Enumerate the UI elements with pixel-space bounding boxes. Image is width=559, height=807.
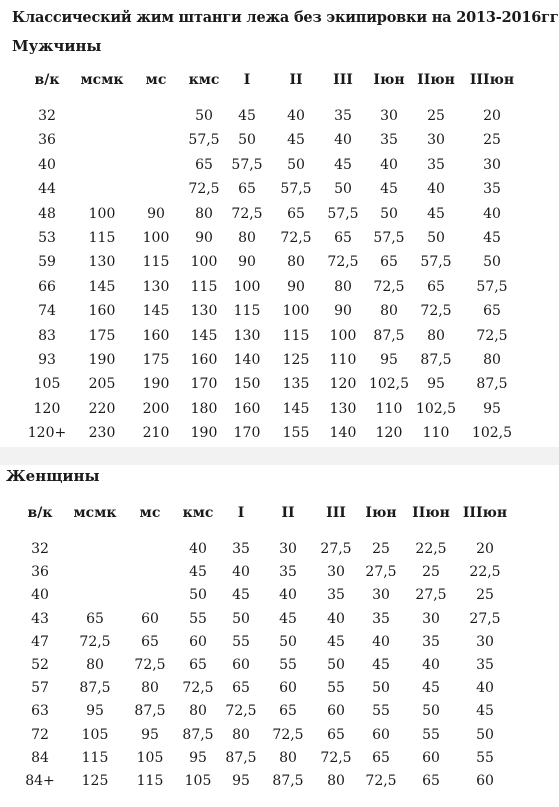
table-cell: 40: [427, 181, 445, 198]
table-row: [0, 204, 559, 224]
table-cell: 57,5: [373, 230, 405, 246]
table-cell: 57,5: [280, 181, 312, 198]
table-cell: 35: [380, 132, 398, 149]
table-cell: 95: [232, 773, 250, 789]
table-cell: 40: [287, 108, 305, 124]
column-header: мс: [139, 505, 161, 521]
table-cell: 45: [287, 132, 305, 149]
table-cell: 130: [329, 400, 357, 417]
weight-class-cell: 32: [38, 108, 56, 124]
table-cell: 87,5: [476, 376, 508, 393]
table-cell: 175: [88, 327, 116, 344]
table-cell: 35: [483, 181, 501, 198]
table-cell: 87,5: [79, 680, 111, 697]
table-cell: 55: [279, 657, 297, 673]
table-cell: 65: [86, 610, 104, 627]
column-header: Iюн: [365, 505, 397, 521]
table-cell: 20: [483, 108, 501, 124]
table-cell: 55: [232, 633, 250, 650]
table-cell: 120: [375, 425, 403, 442]
table-cell: 210: [142, 425, 170, 442]
table-cell: 90: [287, 278, 305, 295]
table-cell: 50: [189, 587, 207, 604]
table-cell: 80: [483, 352, 501, 368]
weight-class-cell: 52: [31, 657, 49, 673]
table-cell: 40: [483, 205, 501, 222]
table-cell: 40: [189, 541, 207, 557]
table-cell: 100: [282, 303, 310, 320]
table-cell: 50: [422, 703, 440, 720]
table-cell: 95: [189, 749, 207, 766]
table-cell: 45: [279, 610, 297, 627]
table-cell: 55: [476, 749, 494, 766]
table-row: [0, 106, 559, 126]
column-header: IIIюн: [462, 505, 508, 521]
table-cell: 60: [372, 726, 390, 743]
table-cell: 72,5: [272, 726, 304, 743]
table-cell: 72,5: [79, 633, 111, 650]
table-cell: 87,5: [373, 327, 405, 344]
table-cell: 115: [190, 278, 218, 295]
table-cell: 25: [476, 587, 494, 604]
table-cell: 50: [238, 132, 256, 149]
table-cell: 135: [282, 376, 310, 393]
table-cell: 45: [189, 564, 207, 581]
table-cell: 35: [476, 657, 494, 673]
table-cell: 35: [422, 633, 440, 650]
table-cell: 55: [422, 726, 440, 743]
table-cell: 25: [372, 541, 390, 557]
table-cell: 35: [327, 587, 345, 604]
table-row: [0, 562, 559, 582]
column-header: IIIюн: [469, 72, 515, 88]
table-row: [0, 350, 559, 370]
weight-class-cell: 72: [31, 726, 49, 743]
table-cell: 45: [334, 156, 352, 173]
table-cell: 30: [279, 541, 297, 557]
table-cell: 115: [142, 254, 170, 271]
table-cell: 105: [81, 726, 109, 743]
weight-class-cell: 57: [31, 680, 49, 697]
table-cell: 80: [327, 773, 345, 789]
weight-class-cell: 36: [38, 132, 56, 149]
table-cell: 35: [232, 541, 250, 557]
table-cell: 55: [372, 703, 390, 720]
table-cell: 22,5: [415, 541, 447, 557]
table-cell: 45: [422, 680, 440, 697]
table-cell: 40: [279, 587, 297, 604]
table-cell: 130: [142, 278, 170, 295]
table-cell: 80: [380, 303, 398, 320]
table-cell: 50: [287, 156, 305, 173]
table-cell: 115: [88, 230, 116, 246]
table-cell: 40: [327, 610, 345, 627]
table-cell: 90: [147, 205, 165, 222]
table-cell: 65: [279, 703, 297, 720]
table-cell: 115: [81, 749, 109, 766]
table-cell: 72,5: [182, 680, 214, 697]
table-row: [0, 155, 559, 175]
table-cell: 40: [334, 132, 352, 149]
table-cell: 120: [329, 376, 357, 393]
table-row: [0, 539, 559, 559]
table-cell: 80: [232, 726, 250, 743]
table-row: [0, 228, 559, 248]
table-cell: 110: [329, 352, 357, 368]
table-cell: 30: [427, 132, 445, 149]
table-cell: 145: [282, 400, 310, 417]
table-cell: 60: [279, 680, 297, 697]
table-cell: 160: [190, 352, 218, 368]
column-header: кмс: [182, 505, 214, 521]
table-cell: 90: [334, 303, 352, 320]
table-cell: 105: [184, 773, 212, 789]
table-cell: 60: [141, 610, 159, 627]
table-cell: 50: [372, 680, 390, 697]
table-row: [0, 252, 559, 272]
column-header: I: [237, 505, 245, 521]
table-row: [0, 585, 559, 605]
table-cell: 72,5: [476, 327, 508, 344]
weight-class-cell: 59: [38, 254, 56, 271]
table-cell: 45: [427, 205, 445, 222]
weight-class-cell: 74: [38, 303, 56, 320]
table-cell: 50: [195, 108, 213, 124]
table-cell: 72,5: [280, 230, 312, 246]
table-cell: 27,5: [320, 541, 352, 557]
column-header: IIюн: [417, 72, 455, 88]
table-row: [0, 399, 559, 419]
table-row: [0, 179, 559, 199]
table-cell: 95: [380, 352, 398, 368]
table-row: [0, 771, 559, 791]
table-cell: 100: [329, 327, 357, 344]
table-cell: 95: [141, 726, 159, 743]
weight-class-cell: 120: [33, 400, 61, 417]
weight-class-cell: 40: [31, 587, 49, 604]
table-cell: 65: [327, 726, 345, 743]
table-cell: 72,5: [188, 181, 220, 198]
table-cell: 125: [282, 352, 310, 368]
table-cell: 80: [189, 703, 207, 720]
section-divider: [0, 447, 559, 465]
table-cell: 30: [476, 633, 494, 650]
table-cell: 65: [380, 254, 398, 271]
table-cell: 45: [238, 108, 256, 124]
table-cell: 45: [232, 587, 250, 604]
table-cell: 230: [88, 425, 116, 442]
table-cell: 160: [88, 303, 116, 320]
weight-class-cell: 63: [31, 703, 49, 720]
men-header-row: [0, 70, 559, 90]
table-cell: 105: [136, 749, 164, 766]
table-cell: 90: [238, 254, 256, 271]
table-cell: 145: [190, 327, 218, 344]
women-section-label: Женщины: [6, 467, 100, 485]
table-row: [0, 301, 559, 321]
table-row: [0, 655, 559, 675]
table-cell: 50: [279, 633, 297, 650]
table-cell: 35: [279, 564, 297, 581]
weight-class-cell: 44: [38, 181, 56, 198]
table-cell: 65: [141, 633, 159, 650]
weight-class-cell: 66: [38, 278, 56, 295]
table-cell: 125: [81, 773, 109, 789]
table-cell: 65: [372, 749, 390, 766]
table-cell: 175: [142, 352, 170, 368]
table-cell: 25: [427, 108, 445, 124]
table-cell: 90: [195, 230, 213, 246]
table-row: [0, 277, 559, 297]
table-cell: 27,5: [415, 587, 447, 604]
table-cell: 72,5: [231, 205, 263, 222]
weight-class-cell: 36: [31, 564, 49, 581]
column-header: II: [281, 505, 295, 521]
table-cell: 80: [195, 205, 213, 222]
table-cell: 190: [190, 425, 218, 442]
table-cell: 155: [282, 425, 310, 442]
table-cell: 170: [233, 425, 261, 442]
table-cell: 40: [380, 156, 398, 173]
table-cell: 25: [422, 564, 440, 581]
table-cell: 40: [476, 680, 494, 697]
table-cell: 50: [232, 610, 250, 627]
table-row: [0, 701, 559, 721]
table-cell: 65: [483, 303, 501, 320]
table-cell: 65: [232, 680, 250, 697]
table-cell: 57,5: [327, 205, 359, 222]
table-cell: 110: [375, 400, 403, 417]
table-cell: 145: [142, 303, 170, 320]
table-cell: 102,5: [368, 376, 410, 393]
table-cell: 87,5: [272, 773, 304, 789]
column-header: III: [333, 72, 353, 88]
column-header: мсмк: [73, 505, 117, 521]
table-cell: 100: [88, 205, 116, 222]
table-row: [0, 632, 559, 652]
table-cell: 57,5: [188, 132, 220, 149]
table-cell: 115: [136, 773, 164, 789]
table-cell: 115: [282, 327, 310, 344]
table-cell: 30: [380, 108, 398, 124]
table-cell: 65: [189, 657, 207, 673]
table-row: [0, 326, 559, 346]
table-cell: 80: [86, 657, 104, 673]
table-cell: 35: [372, 610, 390, 627]
table-cell: 45: [327, 633, 345, 650]
table-cell: 30: [422, 610, 440, 627]
table-row: [0, 130, 559, 150]
table-cell: 55: [327, 680, 345, 697]
table-cell: 102,5: [415, 400, 457, 417]
weight-class-cell: 53: [38, 230, 56, 246]
table-cell: 65: [422, 773, 440, 789]
table-cell: 80: [287, 254, 305, 271]
weight-class-cell: 47: [31, 633, 49, 650]
table-cell: 45: [372, 657, 390, 673]
column-header: II: [289, 72, 303, 88]
table-cell: 80: [279, 749, 297, 766]
weight-class-cell: 84: [31, 749, 49, 766]
table-cell: 80: [334, 278, 352, 295]
table-cell: 140: [329, 425, 357, 442]
table-row: [0, 374, 559, 394]
table-cell: 190: [142, 376, 170, 393]
table-cell: 55: [189, 610, 207, 627]
table-cell: 65: [427, 278, 445, 295]
women-header-row: [0, 503, 559, 523]
table-cell: 30: [327, 564, 345, 581]
table-cell: 35: [334, 108, 352, 124]
table-cell: 25: [483, 132, 501, 149]
table-cell: 95: [483, 400, 501, 417]
table-cell: 57,5: [231, 156, 263, 173]
table-row: [0, 609, 559, 629]
table-cell: 50: [334, 181, 352, 198]
table-cell: 190: [88, 352, 116, 368]
table-cell: 102,5: [471, 425, 513, 442]
table-cell: 130: [190, 303, 218, 320]
column-header: I: [243, 72, 251, 88]
table-cell: 30: [483, 156, 501, 173]
table-cell: 160: [142, 327, 170, 344]
table-cell: 35: [427, 156, 445, 173]
column-header: Iюн: [373, 72, 405, 88]
column-header: кмс: [188, 72, 220, 88]
table-cell: 60: [476, 773, 494, 789]
table-cell: 87,5: [420, 352, 452, 368]
table-cell: 80: [141, 680, 159, 697]
table-cell: 115: [233, 303, 261, 320]
table-cell: 145: [88, 278, 116, 295]
table-cell: 40: [422, 657, 440, 673]
table-cell: 57,5: [476, 278, 508, 295]
weight-class-cell: 40: [38, 156, 56, 173]
table-cell: 150: [233, 376, 261, 393]
column-header: в/к: [34, 72, 60, 88]
table-cell: 130: [233, 327, 261, 344]
men-section-label: Мужчины: [12, 37, 102, 55]
weight-class-cell: 32: [31, 541, 49, 557]
table-cell: 27,5: [469, 610, 501, 627]
table-cell: 22,5: [469, 564, 501, 581]
column-header: IIюн: [412, 505, 450, 521]
table-cell: 60: [232, 657, 250, 673]
table-cell: 95: [427, 376, 445, 393]
weight-class-cell: 83: [38, 327, 56, 344]
column-header: III: [326, 505, 346, 521]
weight-class-cell: 93: [38, 352, 56, 368]
table-row: [0, 423, 559, 443]
table-cell: 72,5: [225, 703, 257, 720]
table-cell: 87,5: [225, 749, 257, 766]
table-row: [0, 678, 559, 698]
table-row: [0, 748, 559, 768]
table-cell: 80: [238, 230, 256, 246]
table-cell: 50: [327, 657, 345, 673]
table-cell: 50: [380, 205, 398, 222]
weight-class-cell: 84+: [25, 773, 55, 789]
column-header: мс: [145, 72, 167, 88]
table-cell: 72,5: [373, 278, 405, 295]
table-cell: 180: [190, 400, 218, 417]
table-cell: 100: [233, 278, 261, 295]
table-cell: 65: [287, 205, 305, 222]
table-cell: 65: [195, 156, 213, 173]
table-cell: 72,5: [327, 254, 359, 271]
weight-class-cell: 120+: [27, 425, 67, 442]
table-cell: 57,5: [420, 254, 452, 271]
table-cell: 100: [190, 254, 218, 271]
weight-class-cell: 48: [38, 205, 56, 222]
table-cell: 60: [422, 749, 440, 766]
table-cell: 95: [86, 703, 104, 720]
table-cell: 45: [380, 181, 398, 198]
table-cell: 87,5: [182, 726, 214, 743]
table-cell: 65: [238, 181, 256, 198]
table-cell: 205: [88, 376, 116, 393]
table-cell: 60: [189, 633, 207, 650]
table-cell: 27,5: [365, 564, 397, 581]
column-header: мсмк: [80, 72, 124, 88]
weight-class-cell: 43: [31, 610, 49, 627]
table-cell: 140: [233, 352, 261, 368]
table-cell: 40: [232, 564, 250, 581]
table-cell: 200: [142, 400, 170, 417]
table-cell: 160: [233, 400, 261, 417]
table-cell: 170: [190, 376, 218, 393]
table-cell: 130: [88, 254, 116, 271]
table-row: [0, 725, 559, 745]
table-cell: 40: [372, 633, 390, 650]
table-cell: 72,5: [134, 657, 166, 673]
table-cell: 50: [483, 254, 501, 271]
table-cell: 45: [483, 230, 501, 246]
table-cell: 60: [327, 703, 345, 720]
page-title: Классический жим штанги лежа без экипировки на 2013-2016гг: [12, 9, 559, 26]
weight-class-cell: 105: [33, 376, 61, 393]
table-cell: 80: [427, 327, 445, 344]
table-cell: 45: [476, 703, 494, 720]
table-cell: 100: [142, 230, 170, 246]
table-cell: 50: [427, 230, 445, 246]
table-cell: 72,5: [420, 303, 452, 320]
table-cell: 220: [88, 400, 116, 417]
table-cell: 30: [372, 587, 390, 604]
table-cell: 65: [334, 230, 352, 246]
table-cell: 72,5: [320, 749, 352, 766]
table-cell: 87,5: [134, 703, 166, 720]
table-cell: 50: [476, 726, 494, 743]
table-cell: 72,5: [365, 773, 397, 789]
table-cell: 20: [476, 541, 494, 557]
column-header: в/к: [27, 505, 53, 521]
table-cell: 110: [422, 425, 450, 442]
